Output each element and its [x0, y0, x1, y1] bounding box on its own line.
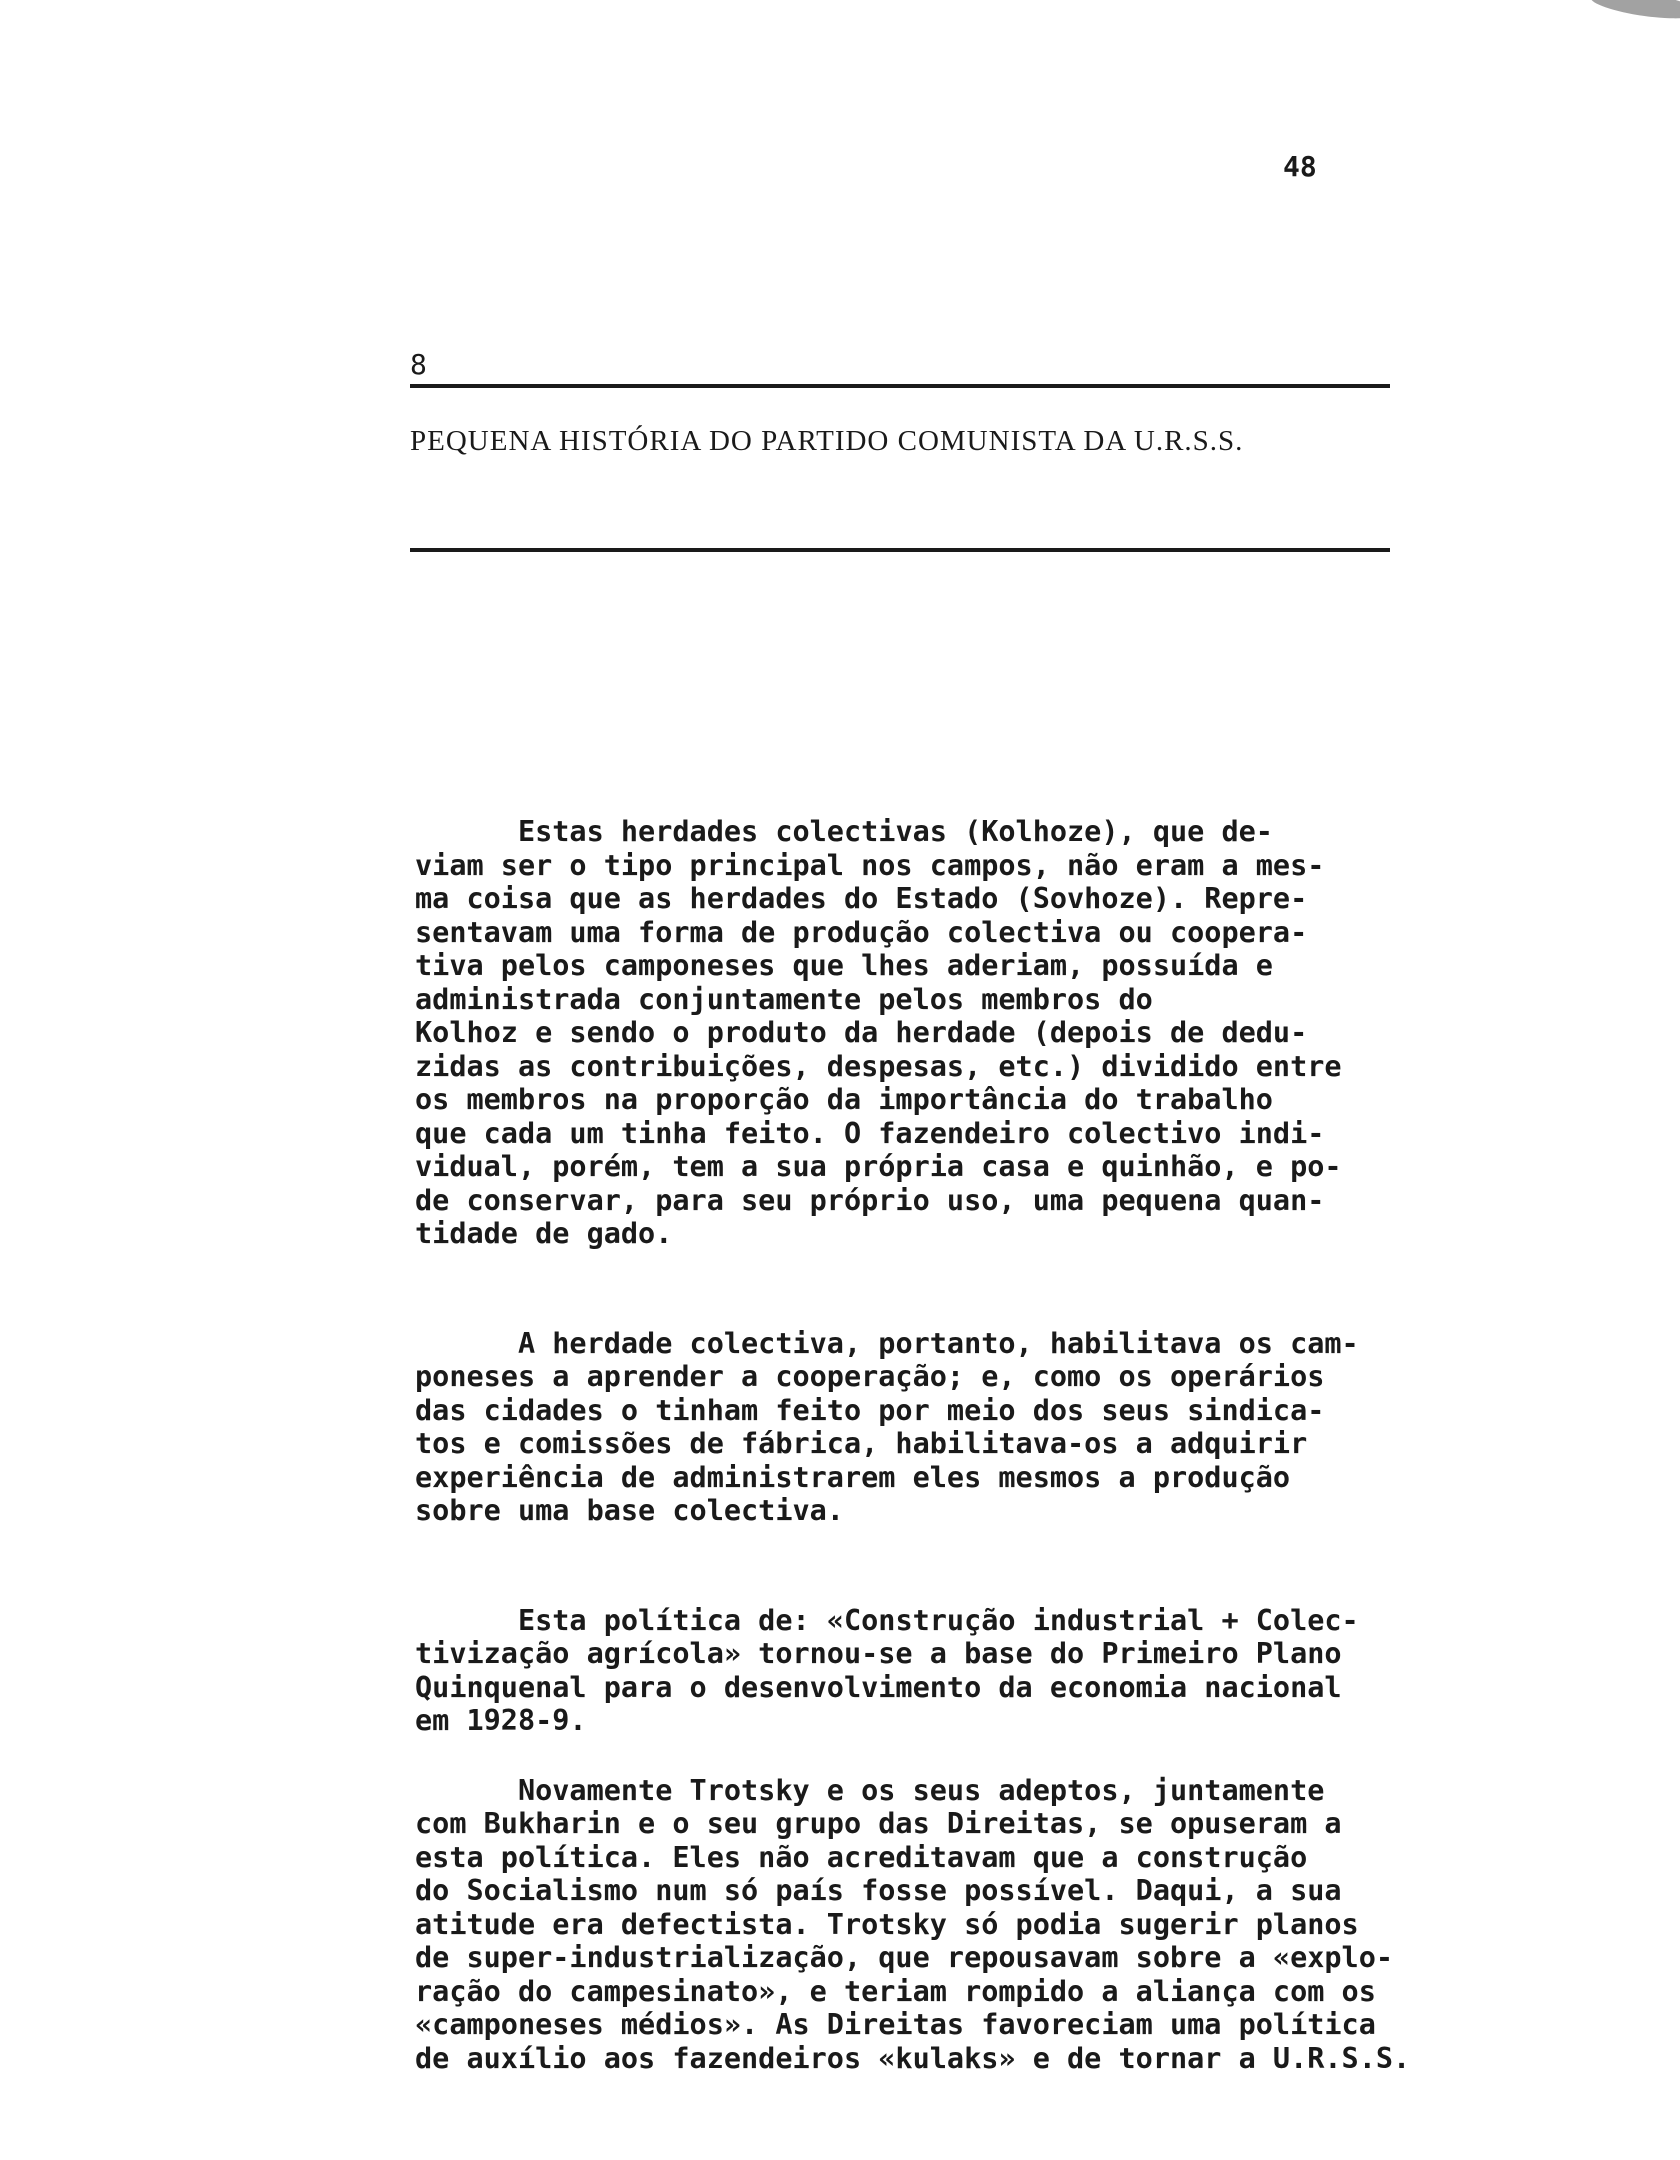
scan-edge-smudge [1589, 0, 1680, 24]
chapter-number: 8 [410, 348, 427, 381]
page-number: 48 [1283, 150, 1317, 183]
header-title: PEQUENA HISTÓRIA DO PARTIDO COMUNISTA DA U.R.S.S. [410, 425, 1244, 457]
paragraph-3: Esta política de: «Construção industrial + Colec- tivização agrícola» tornou-se a base do Primeiro Plano Quinquenal para o desenvolvimento da economia nacional em 1928-9. [415, 1603, 1359, 1737]
paragraph-2: A herdade colectiva, portanto, habilitava os cam- poneses a aprender a cooperação; e, como os operários das cidades o tinham feito por meio dos seus sindica- tos e comissões de fábrica, habilitava-os a adquirir experiência de administrarem eles mesmos a produção sobre uma base colectiva. [415, 1326, 1359, 1527]
paragraph-spacer [415, 1528, 1615, 1604]
header-rule-bottom [410, 548, 1390, 552]
paragraph-spacer [415, 1251, 1615, 1327]
header-rule-top [410, 384, 1390, 388]
running-header [410, 350, 1390, 458]
body-text [415, 815, 1615, 2075]
paragraph-4: Novamente Trotsky e os seus adeptos, juntamente com Bukharin e o seu grupo das Direitas, se opuseram a esta política. Eles não acreditavam que a construção do Socialismo num só país fosse possível. Daqui, a sua atitude era defectista. Trotsky só podia sugerir planos de super-industrialização, que repousavam sobre a «explo- ração do campesinato», e teriam rompido a aliança com os «camponeses médios». As Direitas favoreciam uma política de auxílio aos fazendeiros «kulaks» e de tornar a U.R.S.S. [415, 1773, 1411, 2075]
paragraph-1: Estas herdades colectivas (Kolhoze), que de- viam ser o tipo principal nos campos, não eram a mes- ma coisa que as herdades do Estado (Sovhoze). Repre- sentavam uma forma de produção colectiva ou coopera- tiva pelos camponeses que lhes aderiam, possuída e administrada conjuntamente pelos membros do Kolhoz e sendo o produto da herdade (depois de dedu- zidas as contribuições, despesas, etc.) dividido entre os membros na proporção da importância do trabalho que cada um tinha feito. O fazendeiro colectivo indi- vidual, porém, tem a sua própria casa e quinhão, e po- de conservar, para seu próprio uso, uma pequena quan- tidade de gado. [415, 815, 1342, 1250]
paragraph-spacer [415, 1738, 1615, 1774]
